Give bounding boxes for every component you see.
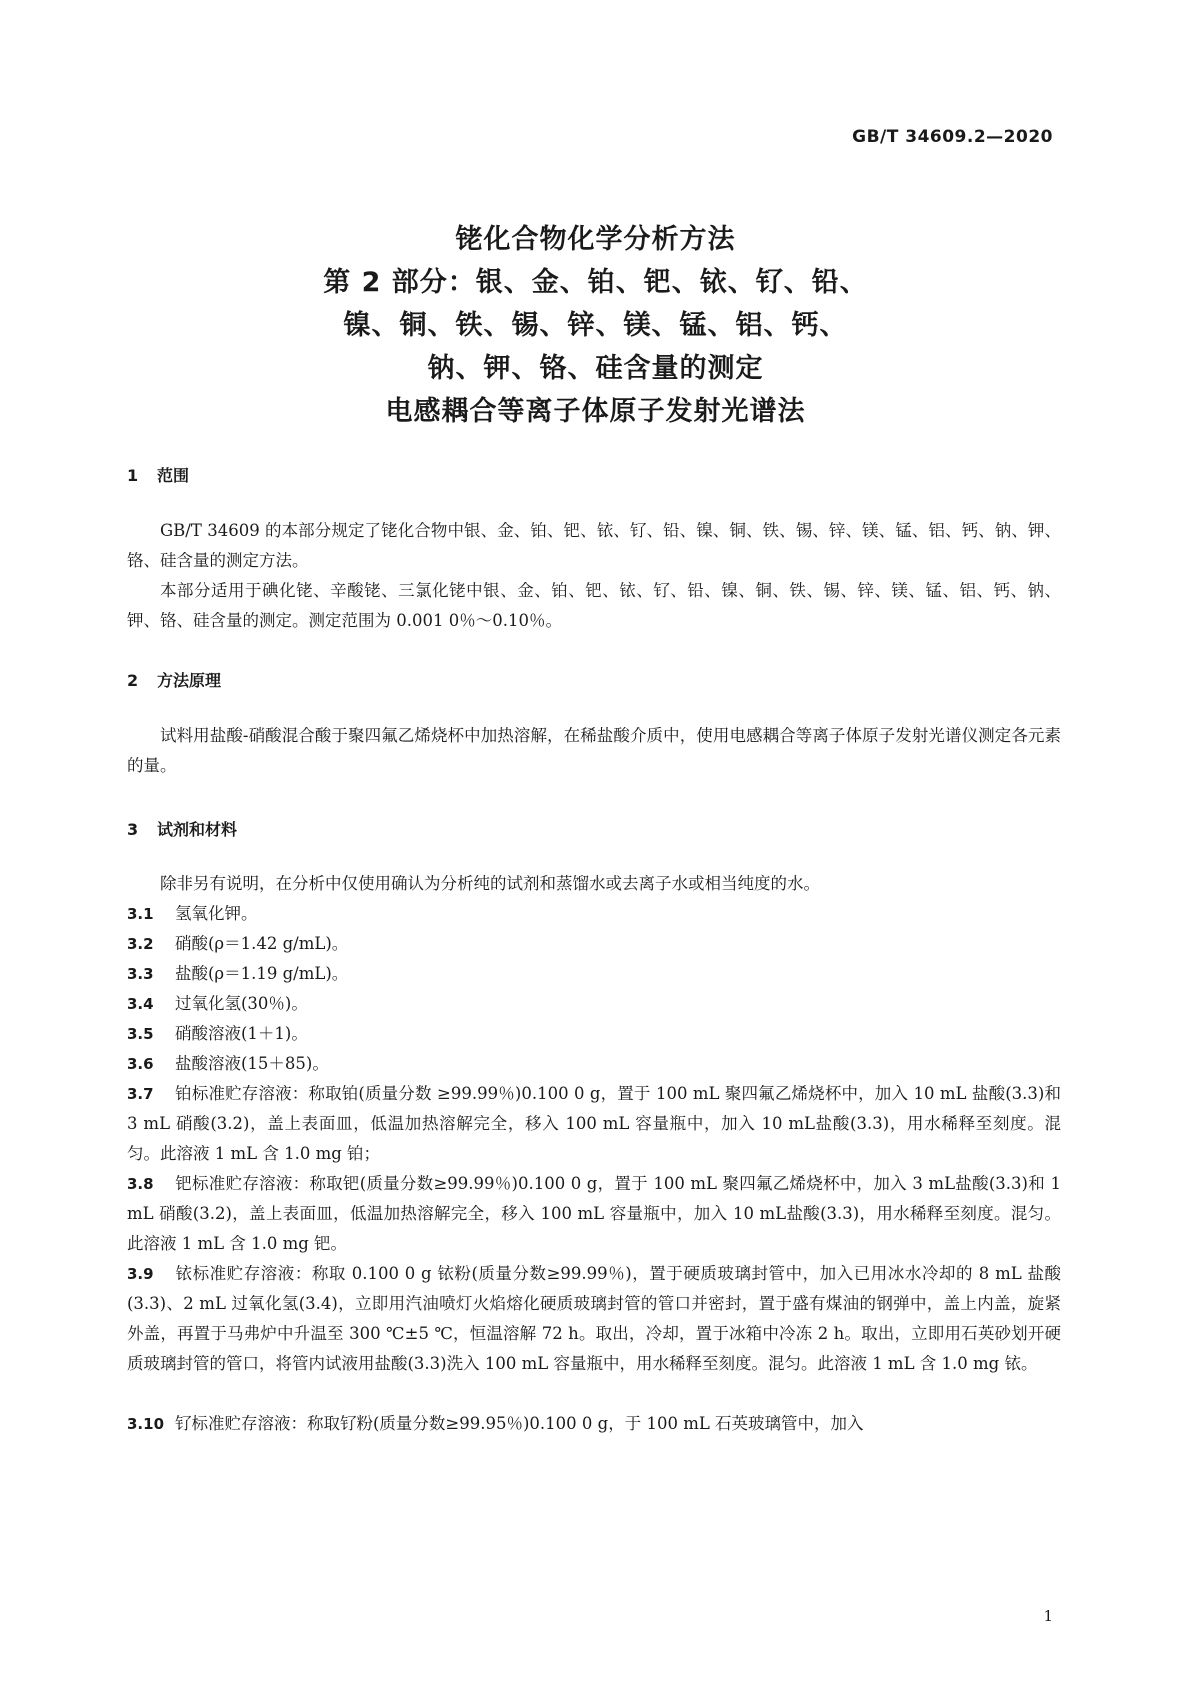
section-title: 方法原理 — [157, 671, 222, 690]
reagent-item — [127, 1079, 1061, 1169]
title-line: 铑化合物化学分析方法 — [455, 224, 736, 255]
item-text: 铱标准贮存溶液：称取 0.100 0 g 铱粉(质量分数≥99.99％)，置于硬质玻璃封管中，加入已用冰水冷却的 8 mL 盐酸(3.3)、2 mL 过氧化氢(3.4)，立即用汽油喷灯火焰熔化硬质玻璃封管的管口并密封，置于盛有煤油的钢弹中，盖上内盖，旋紧外盖，再置于马弗炉中升温至 300 ℃±5 ℃，恒温溶解 72 h。取出，冷却，置于冰箱中冷冻 2 h。取出，立即用石英砂划开硬质玻璃封管的管口，将管内试液用盐酸(3.3)洗入 100 mL 容量瓶中，用水稀释至刻度。混匀。此溶液 1 mL 含 1.0 mg 铱。 — [127, 1264, 1061, 1373]
item-text: 硝酸(ρ＝1.42 g/mL)。 — [175, 934, 349, 953]
item-text: 过氧化氢(30％)。 — [175, 994, 308, 1013]
item-text: 盐酸溶液(15＋85)。 — [175, 1054, 329, 1073]
item-number: 3.1 — [127, 905, 154, 923]
title-line: 电感耦合等离子体原子发射光谱法 — [385, 396, 806, 427]
standard-code: GB/T 34609.2—2020 — [852, 127, 1053, 147]
reagent-item — [127, 929, 1061, 959]
reagent-item — [127, 1019, 1061, 1049]
item-number: 3.2 — [127, 935, 154, 953]
title-line: 钠、钾、铬、硅含量的测定 — [427, 353, 764, 384]
reagent-item — [127, 1409, 1061, 1439]
section-number: 2 — [127, 671, 139, 690]
item-number: 3.5 — [127, 1025, 154, 1043]
item-text: 盐酸(ρ＝1.19 g/mL)。 — [175, 964, 349, 983]
scope-paragraph: 本部分适用于碘化铑、辛酸铑、三氯化铑中银、金、铂、钯、铱、钌、铅、镍、铜、铁、锡、锌、镁、锰、铝、钙、钠、钾、铬、硅含量的测定。测定范围为 0.001 0％～0.10％。 — [127, 581, 1061, 630]
item-number: 3.6 — [127, 1055, 154, 1073]
section-heading-scope — [127, 463, 189, 486]
item-text: 氢氧化钾。 — [175, 904, 258, 923]
principle-paragraph: 试料用盐酸-硝酸混合酸于聚四氟乙烯烧杯中加热溶解，在稀盐酸介质中，使用电感耦合等离子体原子发射光谱仪测定各元素的量。 — [127, 726, 1061, 775]
reagent-item — [127, 959, 1061, 989]
item-number: 3.7 — [127, 1085, 154, 1103]
item-text: 钌标准贮存溶液：称取钌粉(质量分数≥99.95％)0.100 0 g，于 100 mL 石英玻璃管中，加入 — [175, 1414, 864, 1433]
title-line: 镍、铜、铁、锡、锌、镁、锰、铝、钙、 — [343, 310, 848, 341]
section-heading-principle — [127, 668, 221, 691]
section-number: 1 — [127, 466, 139, 485]
item-number: 3.3 — [127, 965, 154, 983]
section-title: 范围 — [157, 466, 190, 485]
reagents-intro: 除非另有说明，在分析中仅使用确认为分析纯的试剂和蒸馏水或去离子水或相当纯度的水。 — [160, 874, 820, 893]
document-title — [0, 218, 1191, 433]
item-number: 3.9 — [127, 1265, 154, 1283]
reagent-item — [127, 989, 1061, 1019]
title-line: 第 2 部分：银、金、铂、钯、铱、钌、铅、 — [323, 267, 868, 298]
page-number: 1 — [1043, 1607, 1053, 1625]
scope-paragraph: GB/T 34609 的本部分规定了铑化合物中银、金、铂、钯、铱、钌、铅、镍、铜、铁、锡、锌、镁、锰、铝、钙、钠、钾、铬、硅含量的测定方法。 — [127, 521, 1061, 570]
item-number: 3.8 — [127, 1175, 154, 1193]
reagent-item — [127, 899, 1061, 929]
reagent-item — [127, 1049, 1061, 1079]
item-number: 3.4 — [127, 995, 154, 1013]
item-text: 钯标准贮存溶液：称取钯(质量分数≥99.99％)0.100 0 g，置于 100 mL 聚四氟乙烯烧杯中，加入 3 mL盐酸(3.3)和 1 mL 硝酸(3.2)，盖上表面皿，低温加热溶解完全，移入 100 mL 容量瓶中，加入 10 mL盐酸(3.3)，用水稀释至刻度。混匀。此溶液 1 mL 含 1.0 mg 钯。 — [127, 1174, 1061, 1253]
item-text: 铂标准贮存溶液：称取铂(质量分数 ≥99.99％)0.100 0 g，置于 100 mL 聚四氟乙烯烧杯中，加入 10 mL 盐酸(3.3)和 3 mL 硝酸(3.2)，盖上表面皿，低温加热溶解完全，移入 100 mL 容量瓶中，加入 10 mL盐酸(3.3)，用水稀释至刻度。混匀。此溶液 1 mL 含 1.0 mg 铂； — [127, 1084, 1061, 1163]
section-heading-reagents — [127, 817, 237, 840]
item-text: 硝酸溶液(1＋1)。 — [175, 1024, 308, 1043]
item-number: 3.10 — [127, 1415, 165, 1433]
section-number: 3 — [127, 820, 139, 839]
section-title: 试剂和材料 — [157, 820, 238, 839]
reagent-item — [127, 1169, 1061, 1259]
reagent-item — [127, 1259, 1061, 1379]
